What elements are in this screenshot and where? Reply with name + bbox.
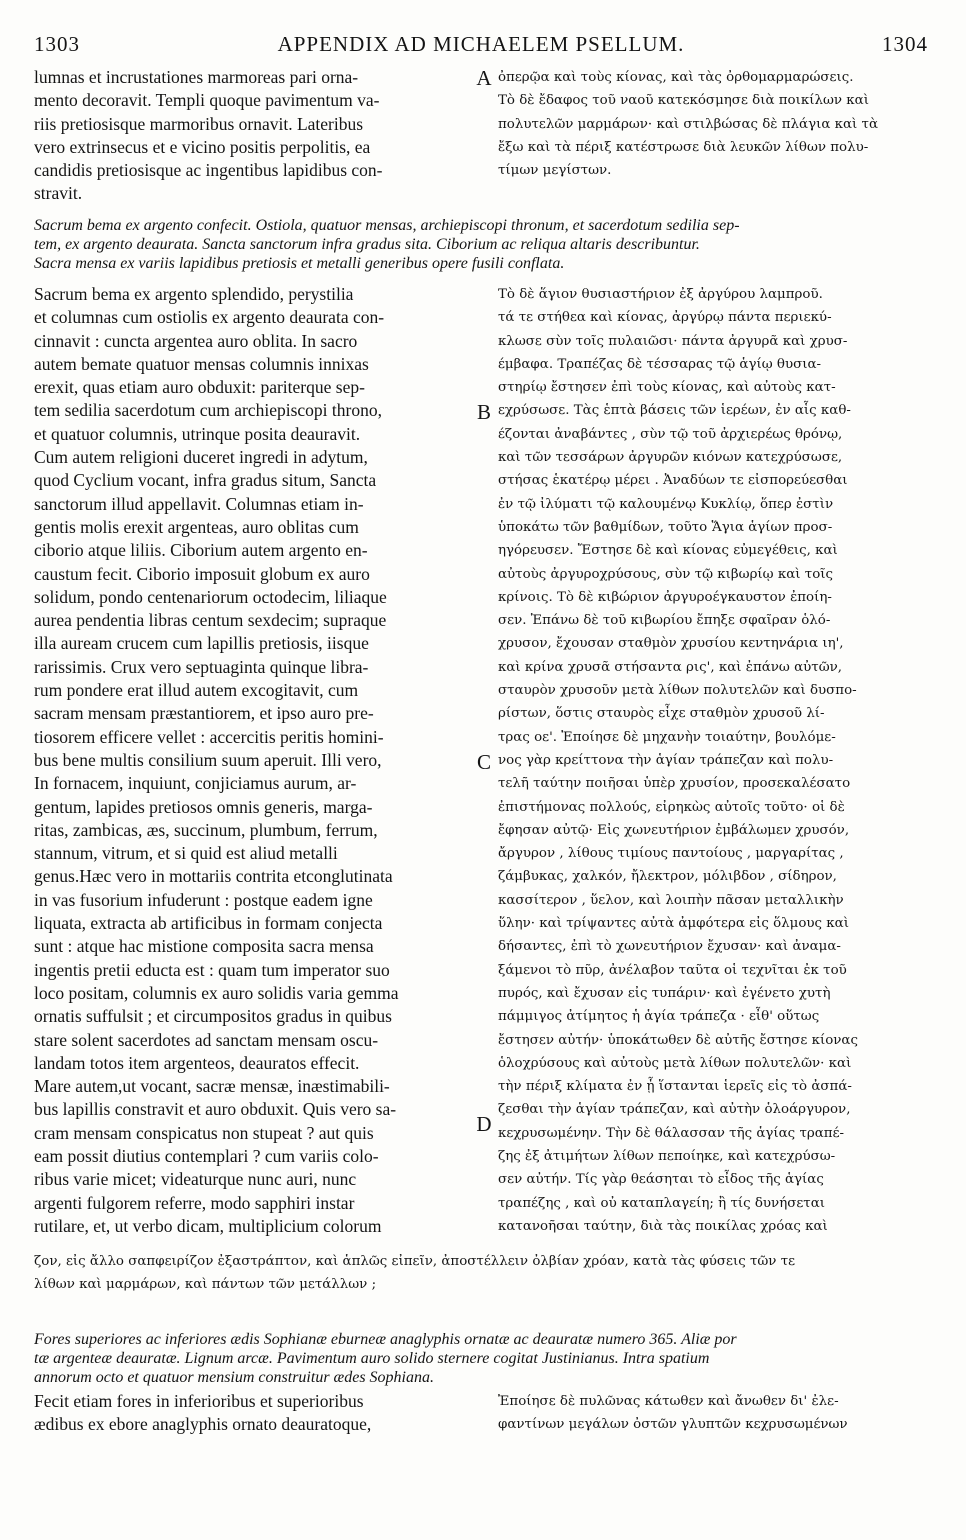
margin-letter-b: B (476, 400, 491, 424)
section-summary-2: Fores superiores ac inferiores ædis Sophianæ eburneæ anaglyphis ornatæ ac deauratæ numero 365. Aliæ por tæ argenteæ deauratæ. Lignum arcæ. Pavimentum auro solido sternere cogitat Justinianus. Intra spatium annorum octo et quatuor mensium construitur ædes Sophiana. (34, 1331, 737, 1386)
greek-column-block-2: Τὸ δὲ ἅγιον θυσιαστήριον ἐξ ἀργύρου λαμπροῦ. τά τε στήθεα καὶ κίονας, ἀργύρῳ πάντα περιεκύ- κλωσε σὺν τοῖς πυλαιῶσι· πάντα ἀργυρᾶ καὶ χρυσ- έμβαφα. Τραπέζας δὲ τέσσαρας τῷ ἁγίῳ θυσια- στηρίῳ ἔστησεν ἐπὶ τοὺς κίονας, καὶ αὐτοὺς κατ- εχρύσωσε. Τὰς ἑπτὰ βάσεις τῶν ἱερέων, ἐν αἷς καθ- έζονται ἀναβάντες , σὺν τῷ τοῦ ἀρχιερέως θρόνῳ, καὶ τῶν τεσσάρων ἀργυρῶν κιόνων κατεχρύσωσε, στήσας ἑκατέρῳ μέρει . Ἀναδύων τε εἰσπορεύεσθαι ἐν τῷ ἰλύματι τῷ καλουμένῳ Κυκλίῳ, ὅπερ ἐστὶν ὑποκάτω τῶν βαθμίδων, τοῦτο Ἅγια ἁγίων προσ- ηγόρευσεν. Ἔστησε δὲ καὶ κίονας εὐμεγέθεις, καὶ αὐτοὺς ἀργυροχρύσους, σὺν τῷ κιβωρίῳ καὶ τοῖς κρίνοις. Τὸ δὲ κιβώριον ἀργυροέγκαυστον ἐποίη- σεν. Ἐπάνω δὲ τοῦ κιβωρίου ἔπηξε σφαῖραν ὁλό- χρυσον, ἔχουσαν σταθμὸν χρυσίου κεντηνάρια ιη', καὶ κρίνα χρυσᾶ στήσαντα ρις', καὶ ἐπάνω αὐτῶν, σταυρὸν χρυσοῦν μετὰ λίθων πολυτελῶν καὶ δυσπο- ρίστων, ὅστις σταυρὸς εἶχε σταθμὸν χρυσοῦ λί- τρας οε'. Ἐποίησε δὲ μηχανὴν τοιαύτην, βουλόμε- νος γὰρ κρείττονα τὴν ἁγίαν τράπεζαν καὶ πολυ- τελῆ ταύτην ποιῆσαι ὑπὲρ χρυσίον, προσεκαλέσατο ἐπιστήμονας πολλούς, εἰρηκὼς αὐτοῖς τοῦτο· οἱ δὲ ἔφησαν αὐτῷ· Εἰς χωνευτήριον ἐμβάλωμεν χρυσόν, ἄργυρον , λίθους τιμίους παντοίους , μαργαρίτας , ζάμβυκας, χαλκόν, ἤλεκτρον, μόλιβδον , σίδηρον, κασσίτερον , ὕελον, καὶ λοιπὴν πᾶσαν μεταλλικὴν ὕλην· καὶ τρίψαντες αὐτὰ ἀμφότερα εἰς ὅλμους καὶ δήσαντες, ἐπὶ τὸ χωνευτήριον ἔχυσαν· καὶ ἀναμα- ξάμενοι τὸ πῦρ, ἀνέλαβον ταῦτα οἱ τεχνῖται ἐκ τοῦ πυρός, καὶ ἔχυσαν εἰς τυπάριν· καὶ ἐγένετο χυτὴ πάμμιγος ἀτίμητος ἡ ἁγία τράπεζα · εἶθ' οὕτως ἔστησεν αὐτήν· ὑποκάτωθεν δὲ αὐτῆς ἔστησε κίονας ὁλοχρύσους καὶ αὐτοὺς μετὰ λίθων πολυτελῶν· καὶ τὴν πέριξ κλίματα ἐν ᾗ ἵστανται ἱερεῖς εἰς τὸ ἀσπά- ζεσθαι τὴν ἁγίαν τράπεζαν, καὶ αὐτὴν ὁλοάργυρον, κεχρυσωμένην. Τὴν δὲ θάλασσαν τῆς ἁγίας τραπέ- ζης ἐξ ἀτιμήτων λίθων πεποίηκε, καὶ κατεχρύσω- σεν αὐτήν. Τίς γὰρ θεάσηται τὸ εἶδος τῆς ἁγίας τραπέζης , καὶ οὐ καταπλαγείη; ἢ τίς δυνήσεται κατανοῆσαι ταύτην, διὰ τὰς ποικίλας χρόας καὶ (498, 287, 858, 1234)
margin-letter-d: D (476, 1112, 492, 1136)
margin-letter-c: C (476, 750, 491, 774)
page-header (34, 32, 928, 62)
section-summary-1: Sacrum bema ex argento confecit. Ostiola, quatuor mensas, archiepiscopi thronum, et sacerdotum sedilia sep- tem, ex argento deaurata. Sancta sanctorum infra gradus sita. Ciborium ac reliqua altaris describuntur. Sacra mensa ex variis lapidibus pretiosis et metalli generibus opere fusili conflata. (34, 217, 740, 272)
page-number-right: 1304 (882, 32, 928, 56)
latin-column-block-1: lumnas et incrustationes marmoreas pari orna- mento decoravit. Templi quoque pavimentum va- riis pretiosisque marmoribus ornavit. Lateribus vero extrinsecus et e vicino positis perpolitis, ea candidis pretiosisque ac ingentibus lapidibus con- stravit. (34, 67, 383, 204)
margin-letter-a: A (476, 66, 492, 90)
page-number-left: 1303 (34, 32, 80, 56)
latin-column-block-2: Sacrum bema ex argento splendido, perystilia et columnas cum ostiolis ex argento deaurata con- cinnavit : cuncta argentea auro oblita. In sacro autem bemate quatuor mensas columnis innixas erexit, quas etiam auro obduxit: pariterque sep- tem sedilia sacerdotum cum archiepiscopi throno, et quatuor columnis, utrinque posita deauravit. Cum autem religioni duceret ingredi in adytum, quod Cyclium vocant, infra gradus situm, Sancta sanctorum illud appellavit. Columnas etiam in- gentis molis erexit argenteas, auro oblitas cum ciborio atque liliis. Ciborium autem argento en- caustum fecit. Ciborio imposuit globum ex auro solidum, pondo centenariorum octodecim, liliaque aurea pendentia libras centum sexdecim; supraque illa auream crucem cum lapillis pretiosis, iisque rarissimis. Crux vero septuaginta quinque libra- rum pondere erat illud autem excogitavit, cum sacram mensam præstantiorem, et ipso auro pre- tiosorem efficere vellet : accercitis peritis homini- bus bene multis consilium suum aperuit. Illi vero, In fornacem, inquiunt, conjiciamus aurum, ar- gentum, lapides pretiosos omnis generis, marga- ritas, zambicas, æs, succinum, plumbum, ferrum, stannum, vitrum, et si quid est aliud metalli genus.Hæc vero in mottariis contrita etconglutinata in vas fusorium infuderunt : postque eadem igne liquata, extracta ab artificibus in formam conjecta sunt : atque hac mistione composita sacra mensa ingentis pretii educta est : quam tum imperator suo loco positam, columnis ex auro solidis varia gemma ornatis suffulsit ; et circumpositos gradus in quibus stare solent sacerdotes ad sanctam mensam oscu- landam totos item argenteos, deauratos effecit. Mare autem,ut vocant, sacræ mensæ, inæstimabili- bus lapillis constravit et auro obduxit. Quis vero sa- cram mensam conspicatus non stupeat ? aut quis eam possit diutius contemplari ? cum variis colo- ribus varie micet; videaturque nunc auri, nunc argenti fulgorem referre, modo sapphiri instar rutilare, et, ut verbo dicam, multiplicium colorum (34, 284, 399, 1236)
greek-full-width-continuation: ζον, εἰς ἄλλο σαπφειρίζον ἐξαστράπτον, καὶ ἁπλῶς εἰπεῖν, ἀποστέλλειν ὀλβίαν χρόαν, κατὰ τὰς φύσεις τῶν τε λίθων καὶ μαρμάρων, καὶ πάντων τῶν μετάλλων ; (34, 1254, 796, 1293)
greek-column-block-3: Ἐποίησε δὲ πυλῶνας κάτωθεν καὶ ἄνωθεν δι' ἐλε- φαντίνων μεγάλων ὀστῶν γλυπτῶν κεχρυσωμένων (498, 1394, 848, 1433)
running-title: APPENDIX AD MICHAELEM PSELLUM. (277, 32, 685, 56)
greek-column-block-1: ὀπερῷα καὶ τοὺς κίονας, καὶ τὰς ὀρθομαρμαρώσεις. Τὸ δὲ ἔδαφος τοῦ ναοῦ κατεκόσμησε διὰ ποικίλων καὶ πολυτελῶν μαρμάρων· καὶ στιλβώσας δὲ πλάγια καὶ τὰ ἔξω καὶ τὰ πέριξ κατέστρωσε διὰ λευκῶν λίθων πολυ- τίμων μεγίστων. (498, 70, 879, 179)
latin-column-block-3: Fecit etiam fores in inferioribus et superioribus ædibus ex ebore anaglyphis ornato deauratoque, (34, 1391, 372, 1435)
